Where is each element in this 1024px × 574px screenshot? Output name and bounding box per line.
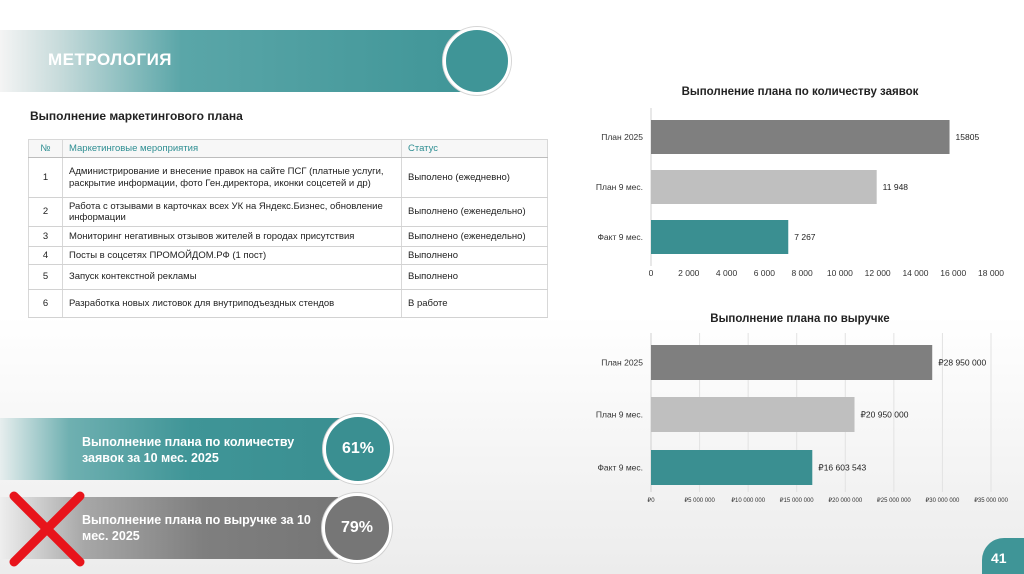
kpi-revenue-value: 79% <box>322 493 392 563</box>
page-title: МЕТРОЛОГИЯ <box>48 50 173 69</box>
bar <box>651 397 855 432</box>
x-tick-label: 4 000 <box>715 268 738 278</box>
column-header-status: Статус <box>402 140 548 158</box>
row-status: Выполнено <box>402 265 548 290</box>
x-tick-label: 12 000 <box>864 268 891 278</box>
table-row <box>29 265 548 290</box>
table-row <box>29 158 548 198</box>
row-activity: Посты в соцсетях ПРОМОЙДОМ.РФ (1 пост) <box>63 247 402 265</box>
data-label: 11 948 <box>882 182 909 192</box>
category-label: План 2025 <box>601 132 643 142</box>
row-activity: Администрирование и внесение правок на сайте ПСГ (платные услуги, раскрытие информации, фото Ген.директора, иконки соцсетей и др) <box>63 158 402 198</box>
column-header-number: № <box>29 140 63 158</box>
page-number: 41 <box>982 538 1024 574</box>
bar <box>651 220 788 254</box>
table-header-row <box>29 140 548 158</box>
kpi-requests-panel <box>0 418 346 480</box>
x-tick-label: ₽35 000 000 <box>974 498 1008 504</box>
category-label: План 9 мес. <box>595 409 643 420</box>
row-status: Выполнено <box>402 247 548 265</box>
row-number: 4 <box>29 247 63 265</box>
x-tick-label: 6 000 <box>753 268 775 278</box>
table-row <box>29 290 548 318</box>
x-tick-label: 8 000 <box>791 268 813 278</box>
x-tick-label: 14 000 <box>902 268 929 278</box>
marketing-plan-table <box>28 139 548 318</box>
x-tick-label: ₽0 <box>647 498 655 504</box>
row-number: 5 <box>29 265 63 290</box>
data-label: 7 267 <box>794 232 816 242</box>
bar <box>651 120 950 154</box>
x-tick-label: 10 000 <box>826 268 853 278</box>
red-cross-icon <box>8 490 86 568</box>
category-label: План 9 мес. <box>595 182 643 192</box>
data-label: ₽28 950 000 <box>938 357 987 368</box>
data-label: ₽16 603 543 <box>818 462 867 473</box>
revenue-chart <box>560 306 1020 512</box>
row-activity: Разработка новых листовок для внутриподъездных стендов <box>63 290 402 318</box>
data-label: 15805 <box>955 132 980 142</box>
row-number: 3 <box>29 227 63 247</box>
bar <box>651 345 932 380</box>
x-tick-label: 18 000 <box>978 268 1004 278</box>
x-tick-label: 0 <box>648 268 654 278</box>
x-tick-label: 2 000 <box>678 268 700 278</box>
data-label: ₽20 950 000 <box>860 409 909 420</box>
x-tick-label: ₽20 000 000 <box>828 498 863 504</box>
marketing-plan-title: Выполнение маркетингового плана <box>30 109 243 123</box>
category-label: Факт 9 мес. <box>597 232 643 242</box>
row-status: Выполнено (еженедельно) <box>402 227 548 247</box>
bar <box>651 450 812 485</box>
kpi-revenue-text: Выполнение плана по выручке за 10 мес. 2025 <box>82 513 311 543</box>
x-tick-label: ₽5 000 000 <box>684 498 715 504</box>
category-label: План 2025 <box>601 357 643 368</box>
table-row <box>29 247 548 265</box>
kpi-requests-text: Выполнение плана по количеству заявок за 10 мес. 2025 <box>82 435 295 465</box>
bar <box>651 170 877 204</box>
row-activity: Работа с отзывами в карточках всех УК на Яндекс.Бизнес, обновление информации <box>63 198 402 227</box>
x-tick-label: 16 000 <box>940 268 967 278</box>
x-tick-label: ₽15 000 000 <box>779 498 814 504</box>
table-row <box>29 227 548 247</box>
header-circle-decoration <box>443 27 511 95</box>
table-row <box>29 198 548 227</box>
chart-title: Выполнение плана по количеству заявок <box>681 86 919 98</box>
category-label: Факт 9 мес. <box>597 462 643 473</box>
row-activity: Мониторинг негативных отзывов жителей в городах присутствия <box>63 227 402 247</box>
row-activity: Запуск контекстной рекламы <box>63 265 402 290</box>
x-tick-label: ₽30 000 000 <box>925 498 960 504</box>
row-status: Выполнено (еженедельно) <box>402 198 548 227</box>
chart-title: Выполнение плана по выручке <box>710 313 890 325</box>
row-number: 2 <box>29 198 63 227</box>
x-tick-label: ₽25 000 000 <box>876 498 911 504</box>
kpi-requests-value: 61% <box>323 414 393 484</box>
row-number: 1 <box>29 158 63 198</box>
row-status: Выполено (ежедневно) <box>402 158 548 198</box>
column-header-activity: Маркетинговые мероприятия <box>63 140 402 158</box>
row-number: 6 <box>29 290 63 318</box>
x-tick-label: ₽10 000 000 <box>731 498 766 504</box>
row-status: В работе <box>402 290 548 318</box>
requests-chart <box>560 78 1020 288</box>
